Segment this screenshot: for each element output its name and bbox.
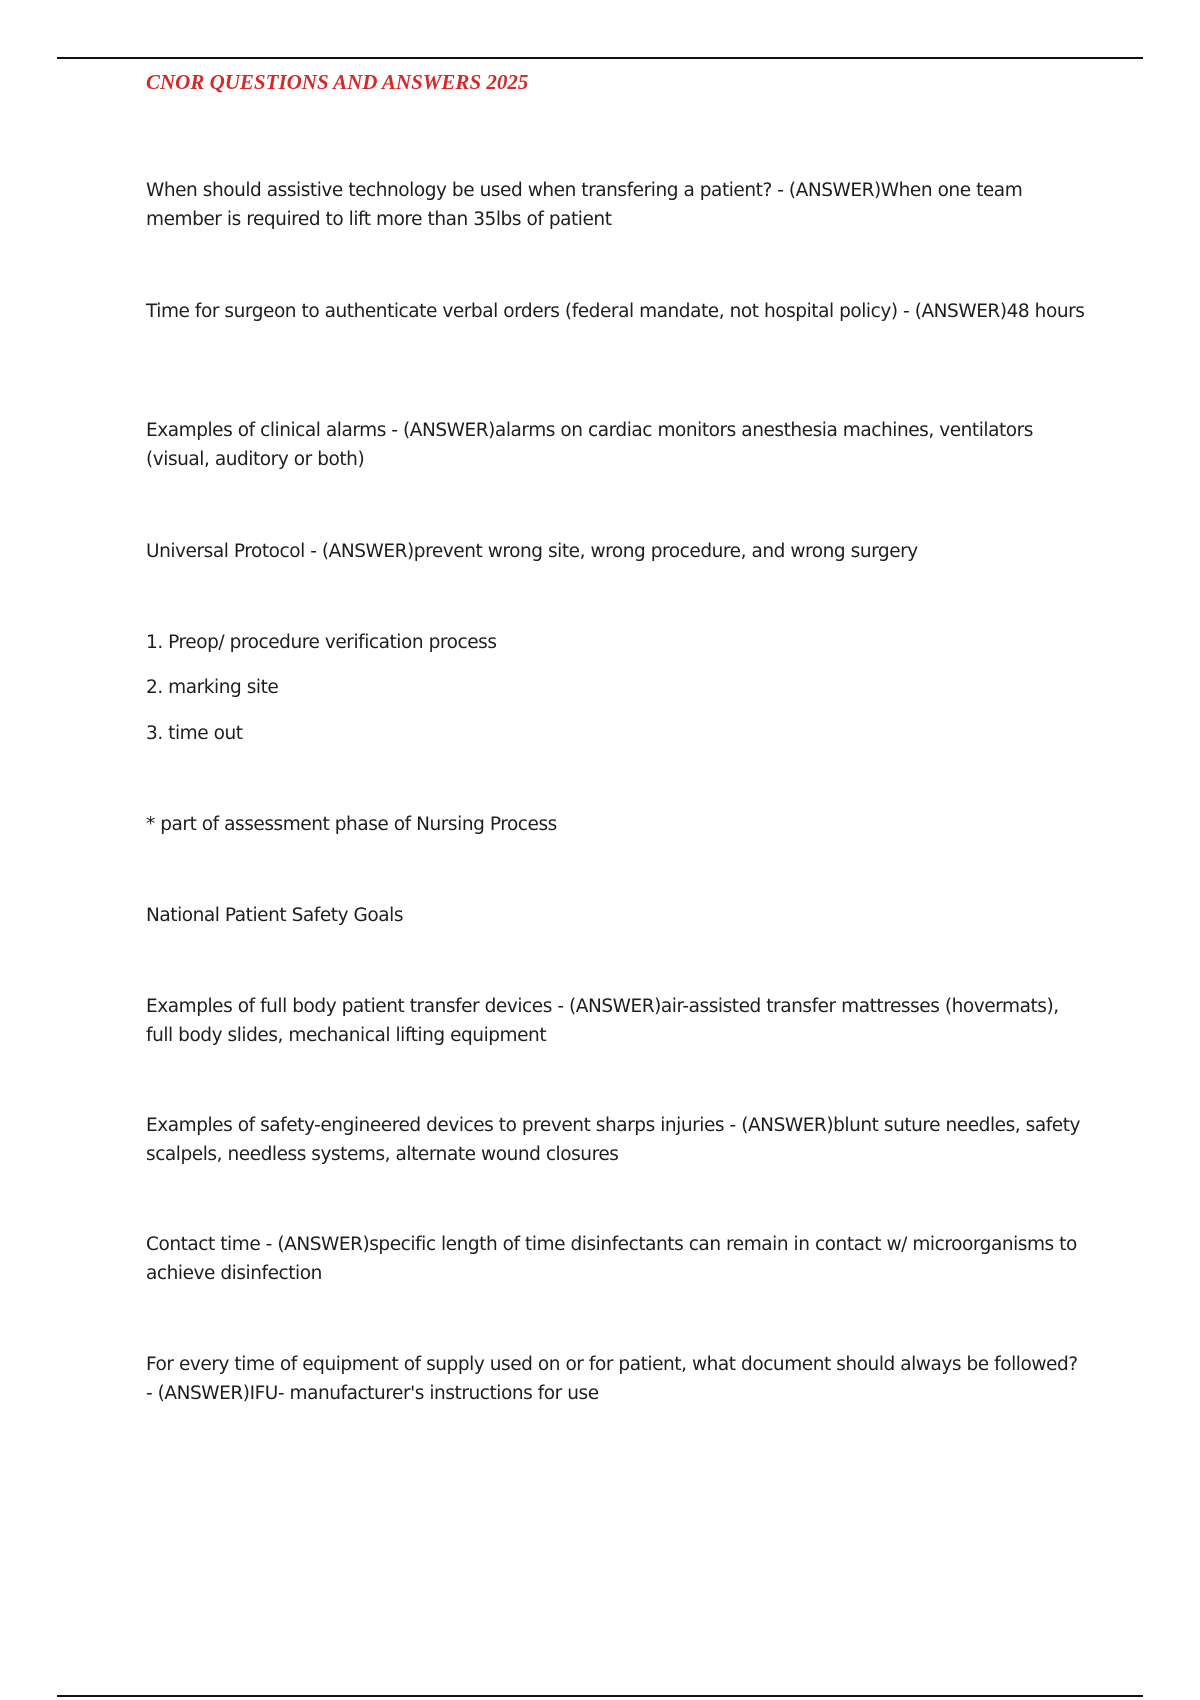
list-item-2: 2. marking site bbox=[146, 677, 279, 698]
qa-paragraph-sharps-devices: Examples of safety-engineered devices to prevent sharps injuries - (ANSWER)blunt suture needles, safety scalpels, needless systems, alternate wound closures bbox=[146, 1115, 1081, 1165]
note-assessment-phase: * part of assessment phase of Nursing Process bbox=[146, 814, 557, 835]
list-item-3: 3. time out bbox=[146, 723, 243, 744]
section-label-safety-goals: National Patient Safety Goals bbox=[146, 905, 404, 926]
header-rule bbox=[57, 57, 1143, 59]
qa-paragraph-universal-protocol: Universal Protocol - (ANSWER)prevent wrong site, wrong procedure, and wrong surgery bbox=[146, 541, 918, 562]
list-item-1: 1. Preop/ procedure verification process bbox=[146, 632, 497, 653]
footer-rule bbox=[57, 1695, 1143, 1697]
qa-paragraph-transfer-devices: Examples of full body patient transfer devices - (ANSWER)air-assisted transfer mattresses (hovermats), full body slides, mechanical lifting equipment bbox=[146, 996, 1059, 1046]
qa-paragraph-verbal-orders: Time for surgeon to authenticate verbal orders (federal mandate, not hospital policy) - (ANSWER)48 hours bbox=[146, 301, 1085, 322]
document-title: CNOR QUESTIONS AND ANSWERS 2025 bbox=[146, 70, 529, 94]
qa-paragraph-ifu: For every time of equipment of supply used on or for patient, what document should always be followed? - (ANSWER)IFU- manufacturer's instructions for use bbox=[146, 1354, 1078, 1404]
qa-paragraph-clinical-alarms: Examples of clinical alarms - (ANSWER)alarms on cardiac monitors anesthesia machines, ventilators (visual, auditory or both) bbox=[146, 420, 1033, 470]
qa-paragraph-transfer-assistive: When should assistive technology be used when transfering a patient? - (ANSWER)When one team member is required to lift more than 35lbs of patient bbox=[146, 180, 1023, 230]
qa-paragraph-contact-time: Contact time - (ANSWER)specific length of time disinfectants can remain in contact w/ microorganisms to achieve disinfection bbox=[146, 1234, 1077, 1284]
